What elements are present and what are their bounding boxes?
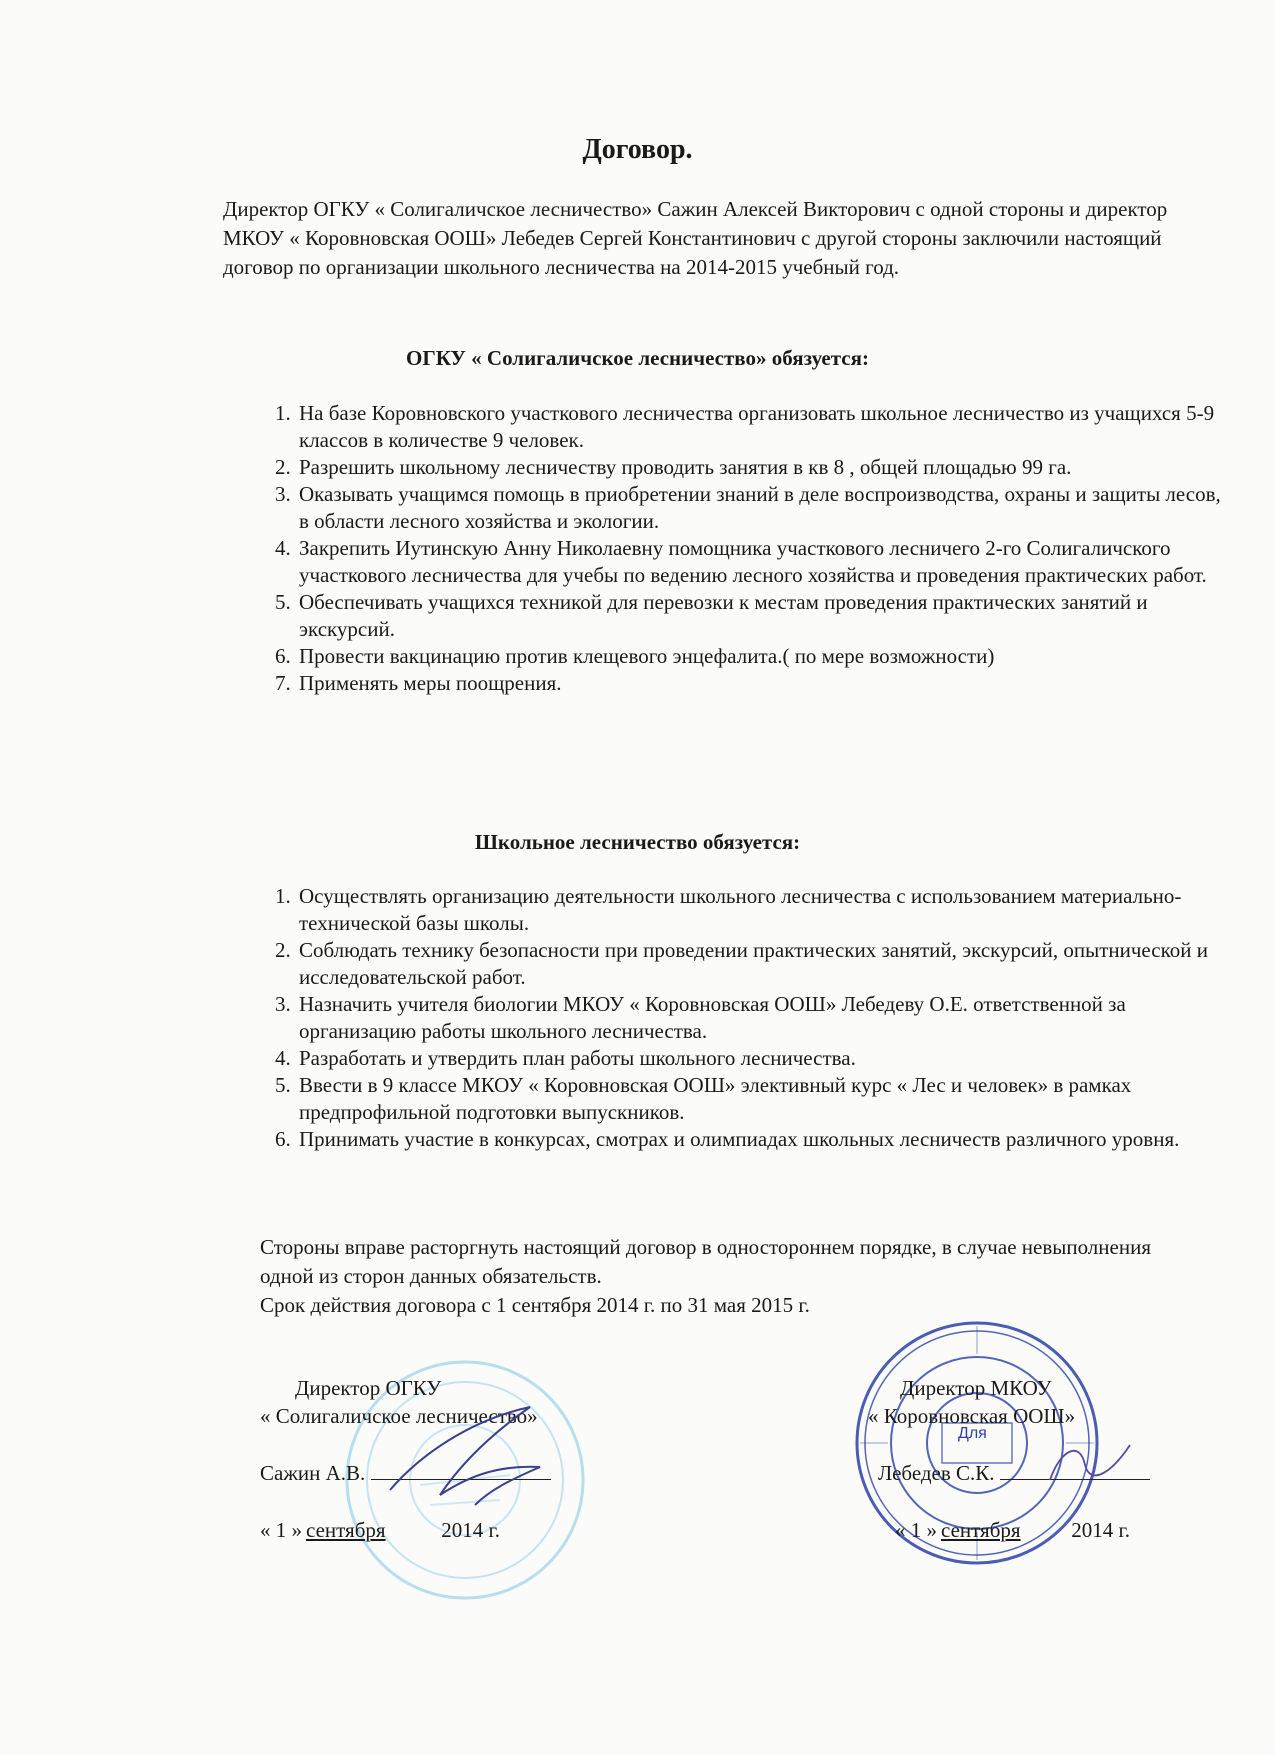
list-item: 5. Ввести в 9 классе МКОУ « Коровновская ООШ» элективный курс « Лес и человек» в рамках предпрофильной подготовки выпускников. [296, 1072, 1221, 1126]
right-signer-name: Лебедев С.К. [878, 1461, 995, 1485]
section1-heading: ОГКУ « Солигаличское лесничество» обязуется: [406, 346, 869, 370]
right-handwritten-signature-icon [1040, 1430, 1140, 1500]
section2-heading: Школьное лесничество обязуется: [474, 830, 801, 854]
stamp-inner-text: Для [958, 1425, 987, 1442]
list-item: 7. Применять меры поощрения. [296, 670, 1221, 697]
left-signer-role: Директор ОГКУ [295, 1376, 442, 1400]
left-date-year: 2014 г. [441, 1518, 500, 1542]
list-item: 1. Осуществлять организацию деятельности школьного лесничества с использованием материально-технической базы школы. [296, 883, 1221, 937]
right-date [895, 1516, 1130, 1544]
left-date-day: « 1 » [260, 1518, 302, 1542]
left-signer-org: « Солигаличское лесничество» [260, 1404, 538, 1428]
list-item: 3. Назначить учителя биологии МКОУ « Коровновская ООШ» Лебедеву О.Е. ответственной за организацию работы школьного лесничества. [296, 991, 1221, 1045]
list-item: 5. Обеспечивать учащихся техникой для перевозки к местам проведения практических занятий и экскурсий. [296, 589, 1221, 643]
right-date-month: сентября [941, 1518, 1021, 1542]
left-date-month: сентября [306, 1518, 386, 1542]
section2-list [258, 883, 1221, 1153]
list-item: 6. Принимать участие в конкурсах, смотрах и олимпиадах школьных лесничеств различного уровня. [296, 1126, 1221, 1153]
left-handwritten-signature-icon [380, 1395, 580, 1515]
left-date [260, 1516, 500, 1544]
closing-block [260, 1233, 1200, 1320]
termination-clause: Стороны вправе расторгнуть настоящий договор в одностороннем порядке, в случае невыполнения одной из сторон данных обязательств. [260, 1235, 1151, 1288]
list-item: 1. На базе Коровновского участкового лесничества организовать школьное лесничество из учащихся 5-9 классов в количестве 9 человек. [296, 400, 1221, 454]
list-item: 4. Разработать и утвердить план работы школьного лесничества. [296, 1045, 1221, 1072]
left-signer-name: Сажин А.В. [260, 1461, 366, 1485]
right-signer-org: « Коровновская ООШ» [868, 1404, 1076, 1428]
section1-list [258, 400, 1221, 697]
list-item: 3. Оказывать учащимся помощь в приобретении знаний в деле воспроизводства, охраны и защиты лесов, в области лесного хозяйства и экологии. [296, 481, 1221, 535]
right-date-year: 2014 г. [1071, 1518, 1130, 1542]
right-signer-role: Директор МКОУ [900, 1376, 1052, 1400]
document-title: Договор. [582, 134, 693, 165]
right-date-day: « 1 » [895, 1518, 937, 1542]
intro-paragraph: Директор ОГКУ « Солигаличское лесничество» Сажин Алексей Викторович с одной стороны и директор МКОУ « Коровновская ООШ» Лебедев Сергей Константинович с другой стороны заключили настоящий договор по организации школьного лесничества на 2014-2015 учебный год. [223, 197, 1168, 279]
list-item: 2. Соблюдать технику безопасности при проведении практических занятий, экскурсий, опытнической и исследовательской работ. [296, 937, 1221, 991]
list-item: 2. Разрешить школьному лесничеству проводить занятия в кв 8 , общей площадью 99 га. [296, 454, 1221, 481]
list-item: 4. Закрепить Иутинскую Анну Николаевну помощника участкового лесничего 2-го Солигаличского участкового лесничества для учебы по ведению лесного хозяйства и проведения практических работ. [296, 535, 1221, 589]
list-item: 6. Провести вакцинацию против клещевого энцефалита.( по мере возможности) [296, 643, 1221, 670]
term-clause: Срок действия договора с 1 сентября 2014 г. по 31 мая 2015 г. [260, 1293, 810, 1317]
